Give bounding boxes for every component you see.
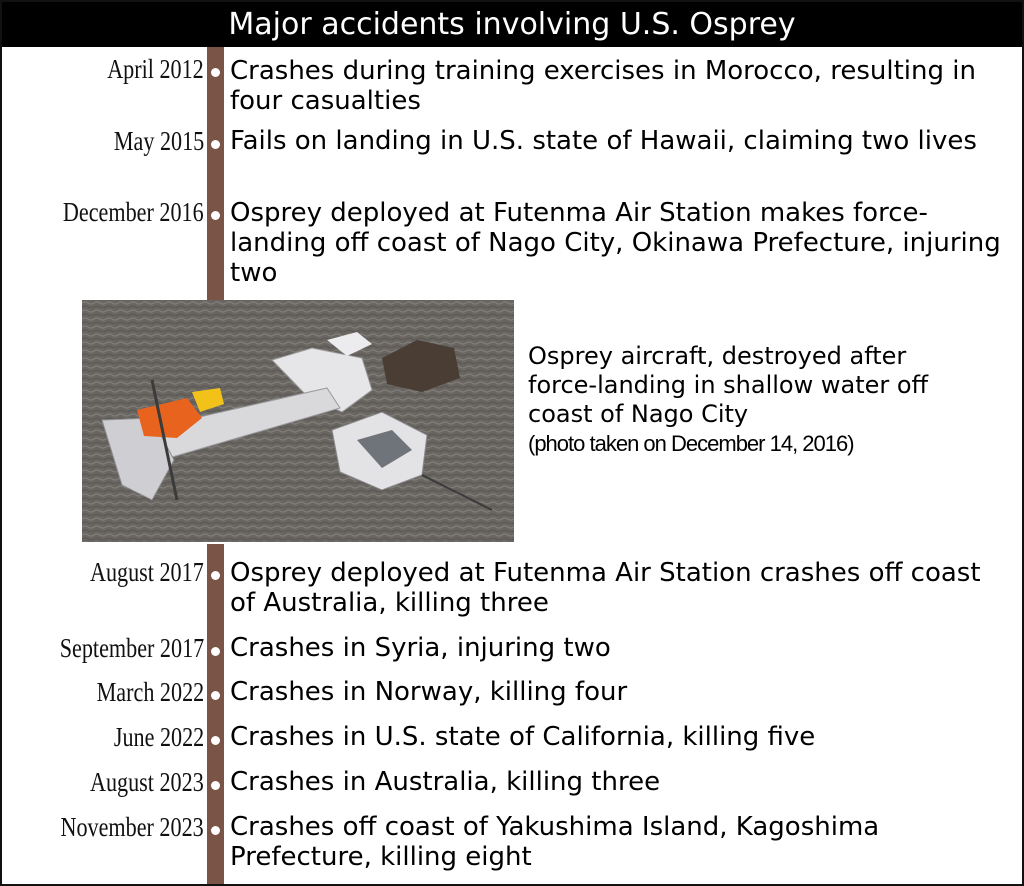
timeline-dot-4: [211, 571, 220, 580]
osprey-wreck-photo: [82, 300, 514, 542]
event-description-9: Crashes off coast of Yakushima Island, Kagoshima Prefecture, killing eight: [230, 812, 880, 872]
event-date-3: December 2016: [63, 197, 204, 227]
event-description-5: Crashes in Syria, injuring two: [230, 633, 611, 663]
osprey-wreck-image: [82, 300, 514, 542]
timeline-dot-9: [211, 826, 220, 835]
event-description-1: Crashes during training exercises in Morocco, resulting in four casualties: [230, 56, 976, 116]
timeline-dot-6: [211, 691, 220, 700]
event-date-4: August 2017: [90, 557, 204, 587]
event-date-7: June 2022: [113, 722, 204, 752]
event-description-6: Crashes in Norway, killing four: [230, 677, 628, 707]
event-date-8: August 2023: [90, 767, 204, 797]
photo-caption-text: Osprey aircraft, destroyed after force-landing in shallow water off coast of Nago City: [528, 342, 929, 428]
event-description-7: Crashes in U.S. state of California, killing five: [230, 722, 816, 752]
timeline-dot-1: [211, 68, 220, 77]
event-description-2: Fails on landing in U.S. state of Hawaii, claiming two lives: [230, 126, 977, 156]
event-date-1: April 2012: [107, 54, 204, 84]
event-date-9: November 2023: [60, 812, 204, 842]
photo-caption-date: (photo taken on December 14, 2016): [528, 431, 854, 456]
photo-caption: [528, 342, 968, 458]
timeline-dot-3: [211, 211, 220, 220]
event-description-8: Crashes in Australia, killing three: [230, 767, 661, 797]
event-date-2: May 2015: [113, 126, 204, 156]
event-date-6: March 2022: [96, 677, 204, 707]
timeline-dot-5: [211, 647, 220, 656]
timeline-dot-2: [211, 140, 220, 149]
page-title: Major accidents involving U.S. Osprey: [2, 2, 1022, 47]
timeline-dot-8: [211, 781, 220, 790]
timeline-dot-7: [211, 736, 220, 745]
event-description-4: Osprey deployed at Futenma Air Station crashes off coast of Australia, killing three: [230, 558, 981, 618]
event-description-3: Osprey deployed at Futenma Air Station makes force-landing off coast of Nago City, Okinawa Prefecture, injuring two: [230, 198, 1001, 288]
event-date-5: September 2017: [59, 633, 204, 663]
